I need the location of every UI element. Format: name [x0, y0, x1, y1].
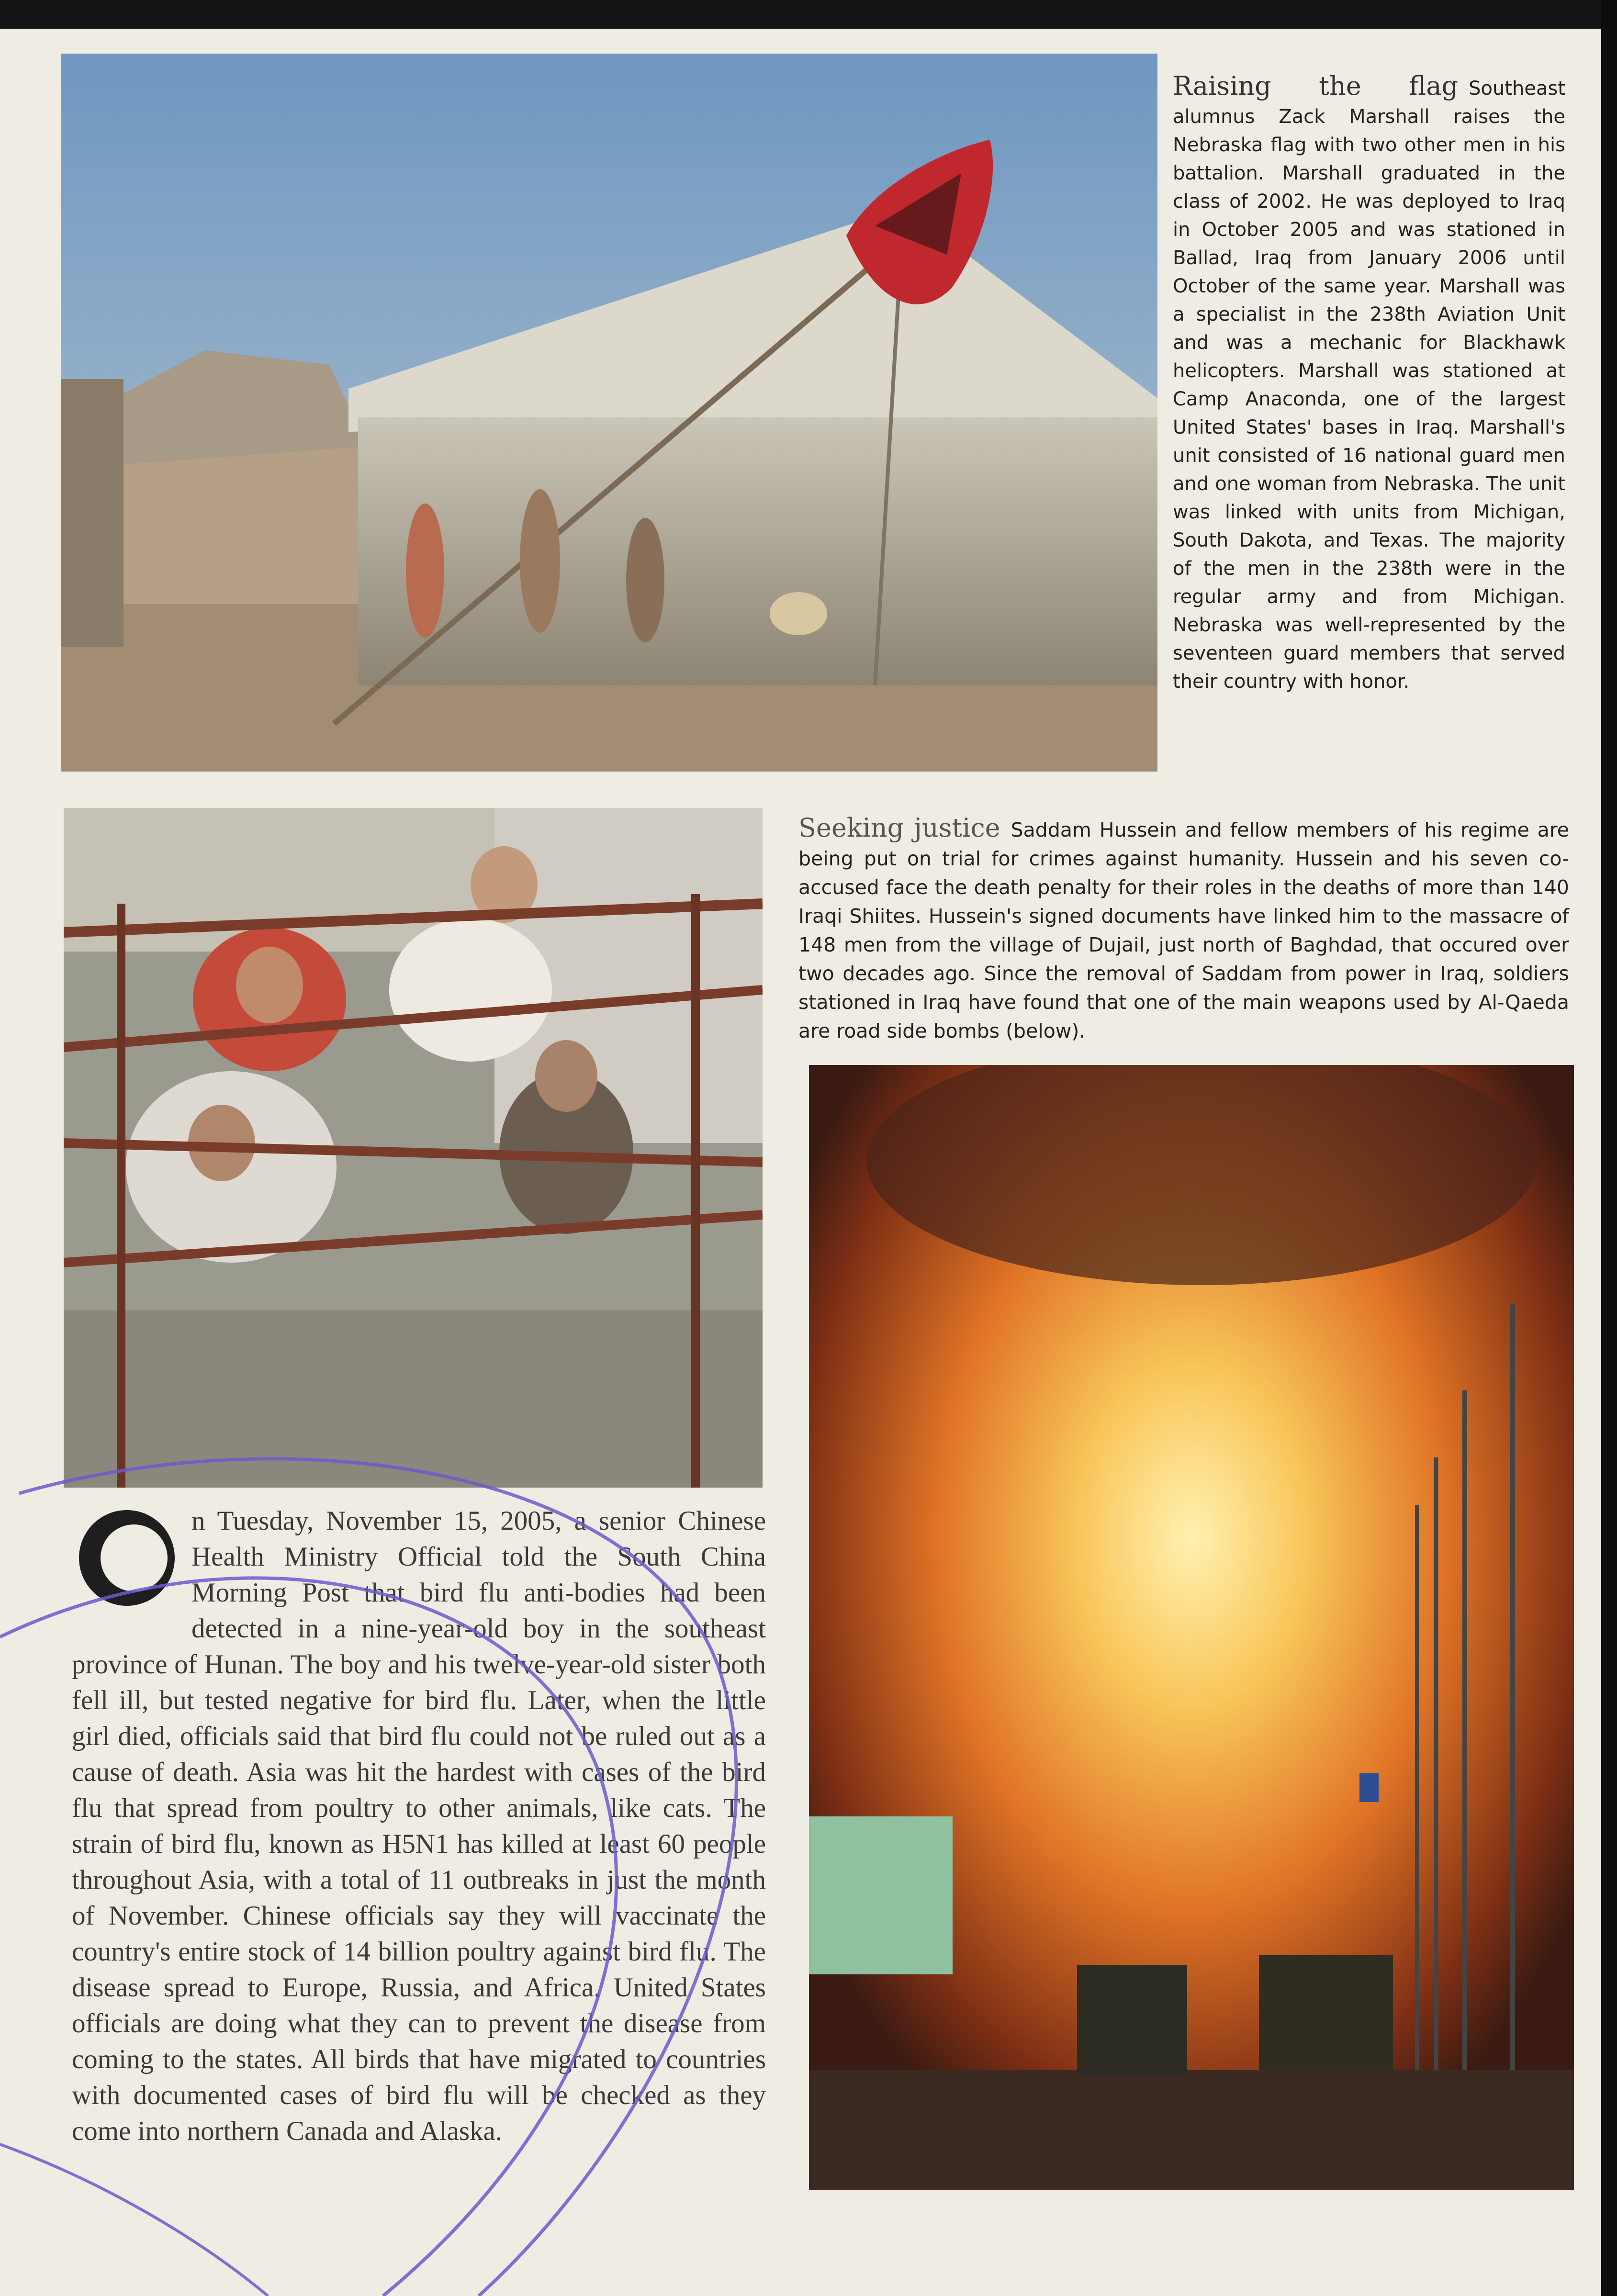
justice-photo-caption	[798, 814, 1569, 1045]
scan-border-right	[1601, 0, 1617, 2296]
dropcap-letter: O	[102, 1516, 158, 1595]
trial-photo	[64, 808, 763, 1488]
explosion-photo	[809, 1065, 1574, 2190]
bird-flu-article	[72, 1503, 766, 2149]
scan-border-top	[0, 0, 1617, 29]
tent-flag-photo	[61, 54, 1157, 772]
justice-caption-body: Saddam Hussein and fellow members of his regime are being put on trial for crimes against humanity. Hussein and his seven co-accused face the death penalty for their roles in the deaths of more than 140 Iraqi Shiites. Hussein's signed documents have linked him to the massacre of 148 men from the village of Dujail, just north of Baghdad, that occured over two decades ago. Since the removal of Saddam from power in Iraq, soldiers stationed in Iraq have found that one of the main weapons used by Al-Qaeda are road side bombs (below).	[798, 818, 1569, 1042]
flag-photo-caption	[1173, 72, 1565, 696]
justice-caption-lead: Seeking justice	[798, 813, 1000, 843]
flag-caption-body: Southeast alumnus Zack Marshall raises the Nebraska flag with two other men in his battalion. Marshall graduated in the class of 2002. He was deployed to Iraq in October 2005 and was stationed in Ballad, Iraq from January 2006 until October of the same year. Marshall was a specialist in the 238th Aviation Unit and was a mechanic for Blackhawk helicopters. Marshall was stationed at Camp Anaconda, one of the largest United States' bases in Iraq. Marshall's unit consisted of 16 national guard men and one woman from Nebraska. The unit was linked with units from Michigan, South Dakota, and Texas. The majority of the men in the 238th were in the regular army and from Michigan. Nebraska was well-represented by the seventeen guard members that served their country with honor.	[1173, 78, 1565, 693]
flag-caption-lead: Raising the flag	[1173, 71, 1459, 101]
article-logo-dropcap	[72, 1503, 182, 1613]
article-body: n Tuesday, November 15, 2005, a senior Chinese Health Ministry Official told the South China Morning Post that bird flu anti-bodies had been detected in a nine-year-old boy in the southeast province of Hunan. The boy and his twelve-year-old sister both fell ill, but tested negative for bird flu. Later, when the little girl died, officials said that bird flu could not be ruled out as a cause of death. Asia was hit the hardest with cases of the bird flu that spread from poultry to other animals, like cats. The strain of bird flu, known as H5N1 has killed at least 60 people throughout Asia, with a total of 11 outbreaks in just the month of November. Chinese officials say they will vaccinate the country's entire stock of 14 billion poultry against bird flu. The disease spread to Europe, Russia, and Africa. United States officials are doing what they can to prevent the disease from coming to the states. All birds that have migrated to countries with documented cases of bird flu will be checked as they come into northern Canada and Alaska.	[72, 1506, 766, 2146]
